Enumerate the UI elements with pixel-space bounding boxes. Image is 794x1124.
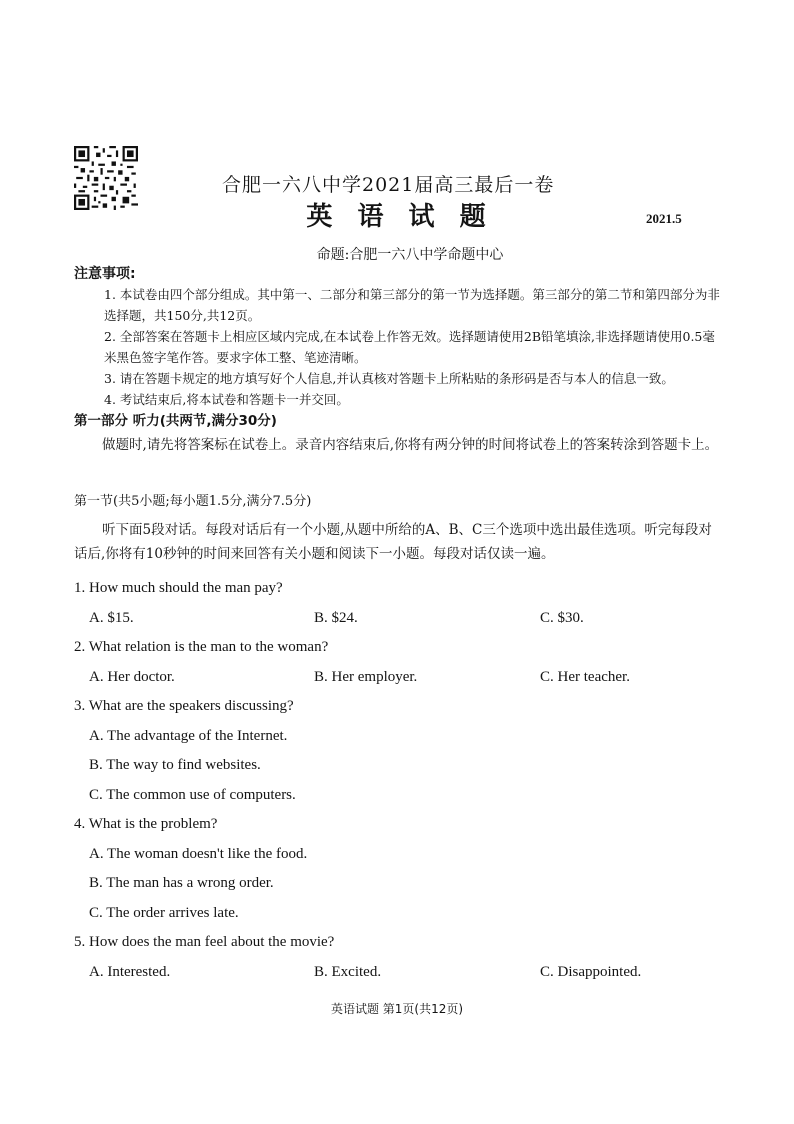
question-options [89, 604, 724, 634]
option-a: A. $15. [89, 609, 134, 626]
option-a: A. Her doctor. [89, 668, 175, 685]
option-b: B. The way to find websites. [89, 757, 261, 773]
question-list [74, 574, 724, 987]
option-c: C. The common use of computers. [89, 786, 296, 803]
author-line: 命题:合肥一六八中学命题中心 [316, 247, 504, 263]
option-c: C. Her teacher. [540, 668, 630, 685]
question-stem: 4. What is the problem? [74, 816, 218, 832]
section-one-heading: 第一节(共5小题;每小题1.5分,满分7.5分) [74, 494, 312, 509]
option-a: A. The advantage of the Internet. [89, 727, 288, 744]
notice-item: 4. 考试结束后,将本试卷和答题卡一并交回。 [104, 392, 349, 407]
exam-date: 2021.5 [646, 211, 682, 226]
qr-code-icon [74, 146, 138, 210]
part-one-heading: 第一部分 听力(共两节,满分30分) [74, 413, 277, 429]
option-a: A. Interested. [89, 963, 171, 980]
notice-heading: 注意事项: [74, 266, 136, 282]
part-one-instruction: 做题时,请先将答案标在试卷上。录音内容结束后,你将有两分钟的时间将试卷上的答案转涂到答题卡上。 [102, 437, 719, 453]
question-stem: 2. What relation is the man to the woman? [74, 639, 329, 655]
question-options [89, 663, 724, 693]
option-c: C. $30. [540, 609, 584, 626]
notice-item: 1. 本试卷由四个部分组成。其中第一、二部分和第三部分的第一节为选择题。第三部分的第二节和第四部分为非选择题，共150分,共12页。 [104, 287, 720, 323]
notice-item: 3. 请在答题卡规定的地方填写好个人信息,并认真核对答题卡上所粘贴的条形码是否与本人的信息一致。 [104, 371, 674, 386]
option-b: B. Her employer. [314, 668, 418, 685]
option-b: B. $24. [314, 609, 358, 626]
school-title: 合肥一六八中学2021届高三最后一卷 [222, 174, 555, 196]
qr-code-graphic [74, 146, 138, 210]
notice-item: 2. 全部答案在答题卡上相应区域内完成,在本试卷上作答无效。选择题请使用2B铅笔填涂,非选择题请使用0.5毫米黑色签字笔作答。要求字体工整、笔迹清晰。 [104, 329, 715, 365]
option-a: A. The woman doesn't like the food. [89, 845, 308, 862]
option-c: C. Disappointed. [540, 963, 642, 980]
question-stem: 1. How much should the man pay? [74, 580, 283, 596]
question-stem: 3. What are the speakers discussing? [74, 698, 294, 714]
option-b: B. Excited. [314, 963, 382, 980]
section-one-instruction: 听下面5段对话。每段对话后有一个小题,从题中所给的A、B、C三个选项中选出最佳选项。听完每段对话后,你将有10秒钟的时间来回答有关小题和阅读下一小题。每段对话仅读一遍。 [74, 522, 712, 562]
option-b: B. The man has a wrong order. [89, 875, 274, 891]
subject-title: 英 语 试 题 [306, 202, 494, 232]
page-footer: 英语试题 第1页(共12页) [330, 1002, 464, 1016]
notice-list [104, 284, 724, 410]
question-options [89, 958, 724, 988]
option-c: C. The order arrives late. [89, 904, 239, 921]
question-stem: 5. How does the man feel about the movie? [74, 934, 335, 950]
